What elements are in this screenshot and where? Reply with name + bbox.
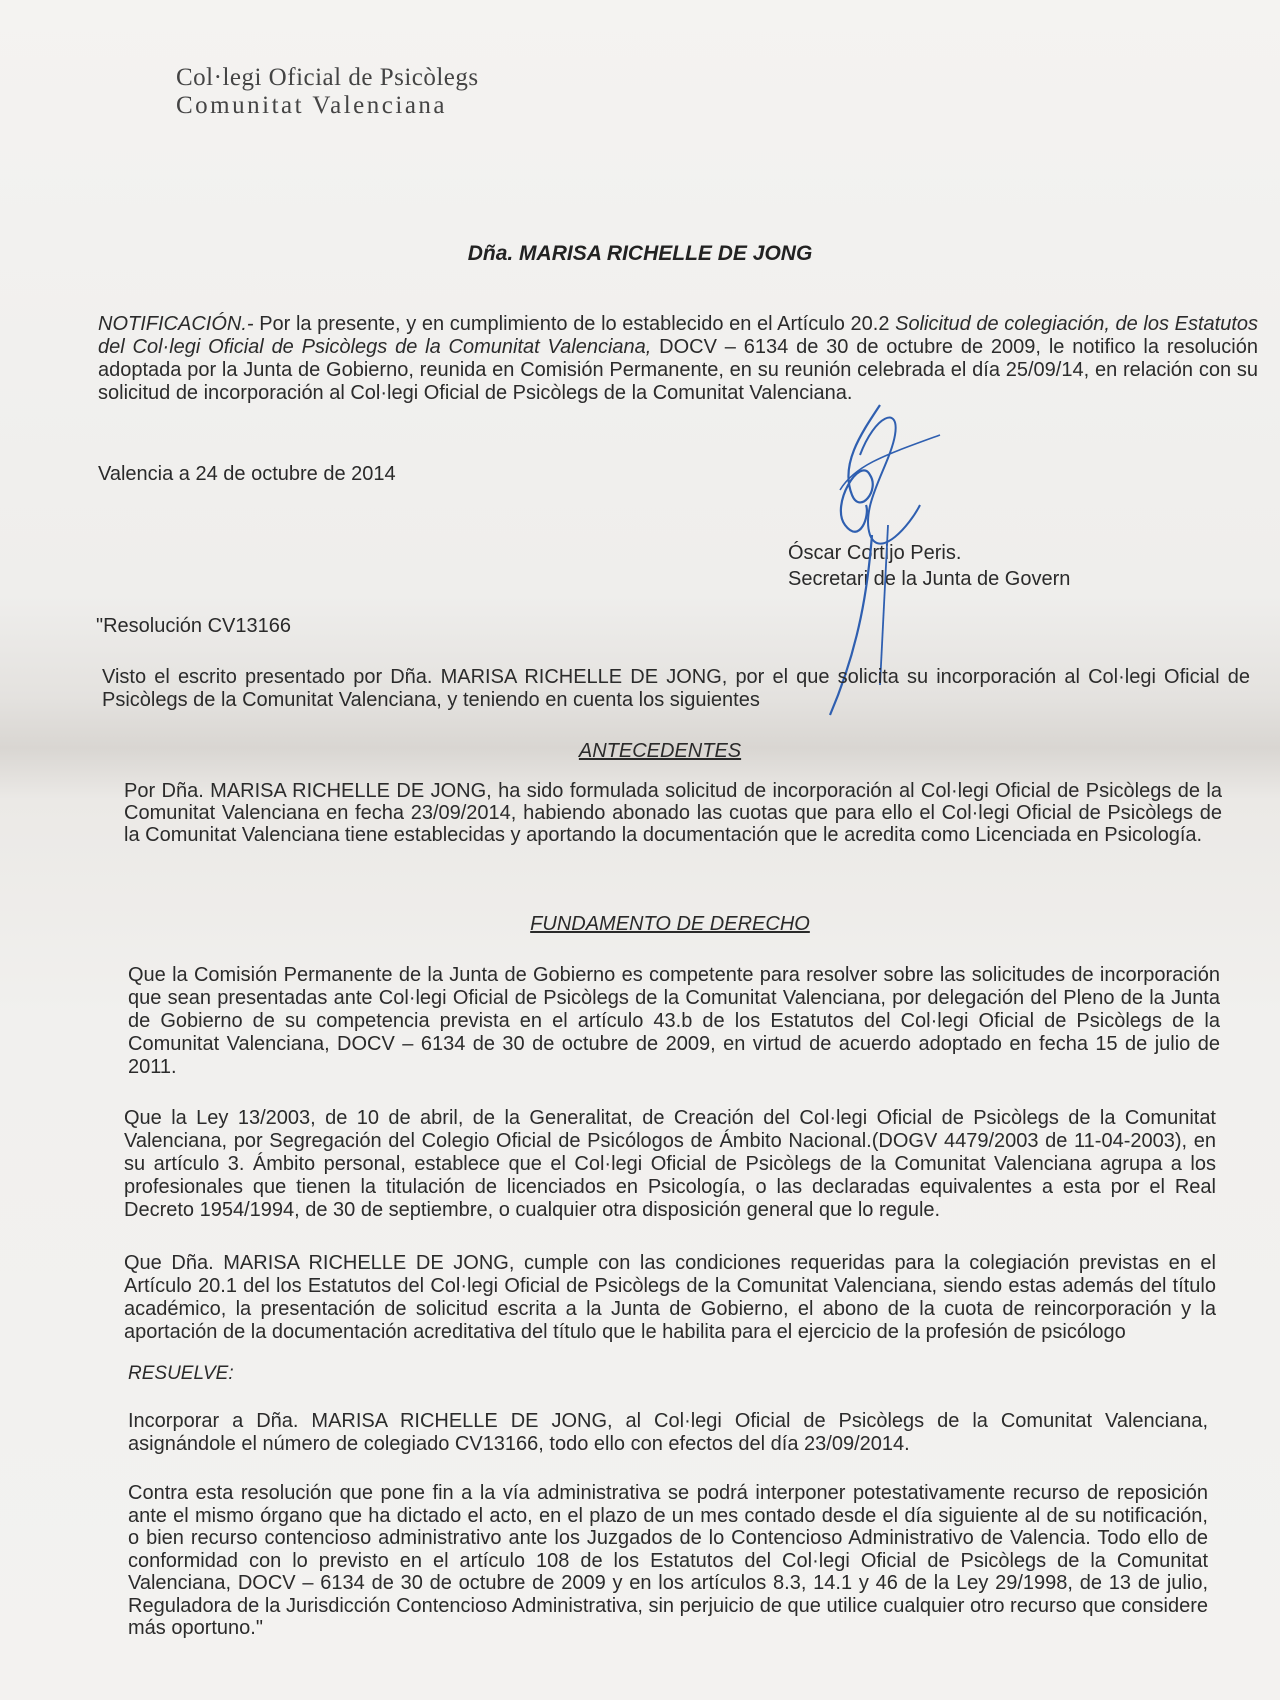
letterhead-line1: Col·legi Oficial de Psicòlegs [176,64,479,91]
notification-text-2: DOCV – 6134 de 30 de octubre de 2009, le notifico la resolución adoptada por la Junta de Gobierno, reunida en Comisión Permanente, en su reunión celebrada el día 25/09/14, en relación con su solicitud de incorporación al Col·legi Oficial de Psicòlegs de la Comunitat Valenciana. [98,336,1258,404]
fundamento-heading: FUNDAMENTO DE DERECHO [530,913,810,935]
signer-role: Secretari de la Junta de Govern [788,568,1071,590]
notification-lead: NOTIFICACIÓN.- [98,313,254,335]
resuelve-paragraph-1: Incorporar a Dña. MARISA RICHELLE DE JONG, al Col·legi Oficial de Psicòlegs de la Comunitat Valenciana, asignándole el número de colegiado CV13166, todo ello con efectos del día 23/09/2014. [128,1410,1208,1455]
fundamento-paragraph-3: Que Dña. MARISA RICHELLE DE JONG, cumple con las condiciones requeridas para la colegiación previstas en el Artículo 20.1 del los Estatutos del Col·legi Oficial de Psicòlegs de la Comunitat Valenciana, siendo estas además del título académico, la presentación de solicitud escrita a la Junta de Gobierno, el abono de la cuota de reincorporación y la aportación de la documentación acreditativa del título que le habilita para el ejercicio de la profesión de psicólogo [124,1252,1216,1343]
fundamento-paragraph-1: Que la Comisión Permanente de la Junta de Gobierno es competente para resolver sobre las solicitudes de incorporación que sean presentadas ante Col·legi Oficial de Psicòlegs de la Comunitat Valenciana, por delegación del Pleno de la Junta de Gobierno de su competencia prevista en el artículo 43.b de los Estatutos del Col·legi Oficial de Psicòlegs de la Comunitat Valenciana, DOCV – 6134 de 30 de octubre de 2009, en virtud de acuerdo adoptado en fecha 15 de julio de 2011. [128,964,1220,1078]
visto-paragraph: Visto el escrito presentado por Dña. MARISA RICHELLE DE JONG, por el que solicita su incorporación al Col·legi Oficial de Psicòlegs de la Comunitat Valenciana, y teniendo en cuenta los siguientes [102,666,1250,711]
date-line: Valencia a 24 de octubre de 2014 [98,463,396,485]
resolution-number: "Resolución CV13166 [96,615,291,637]
antecedentes-paragraph: Por Dña. MARISA RICHELLE DE JONG, ha sido formulada solicitud de incorporación al Col·legi Oficial de Psicòlegs de la Comunitat Valenciana en fecha 23/09/2014, habiendo abonado las cuotas que para ello el Col·legi Oficial de Psicòlegs de la Comunitat Valenciana tiene establecidas y aportando la documentación que le acredita como Licenciada en Psicología. [124,780,1222,846]
antecedentes-heading: ANTECEDENTES [578,740,742,762]
fundamento-paragraph-2: Que la Ley 13/2003, de 10 de abril, de la Generalitat, de Creación del Col·legi Oficial de Psicòlegs de la Comunitat Valenciana, por Segregación del Colegio Oficial de Psicólogos de Ámbito Nacional.(DOGV 4479/2003 de 11-04-2003), en su artículo 3. Ámbito personal, establece que el Col·legi Oficial de Psicòlegs de la Comunitat Valenciana agrupa a los profesionales que tienen la titulación de licenciados en Psicología, o las declaradas equivalentes a esta por el Real Decreto 1954/1994, de 30 de septiembre, o cualquier otra disposición general que lo regule. [124,1107,1216,1221]
letterhead [176,64,479,120]
notification-italic: Solicitud de colegiación, de los Estatutos del Col·legi Oficial de Psicòlegs de la Comunitat Valenciana, [98,313,1258,358]
resuelve-paragraph-2: Contra esta resolución que pone fin a la vía administrativa se podrá interponer potestativamente recurso de reposición ante el mismo órgano que ha dictado el acto, en el plazo de un mes contado desde el día siguiente al de su notificación, o bien recurso contencioso administrativo ante los Juzgados de lo Contencioso Administrativo de Valencia. Todo ello de conformidad con lo previsto en el artículo 108 de los Estatutos del Col·legi Oficial de Psicòlegs de la Comunitat Valenciana, DOCV – 6134 de 30 de octubre de 2009 y en los artículos 8.3, 14.1 y 46 de la Ley 29/1998, de 13 de julio, Reguladora de la Jurisdicción Contencioso Administrativa, sin perjuicio de que utilice cualquier otro recurso que considere más oportuno." [128,1482,1208,1639]
notification-text-1: Por la presente, y en cumplimiento de lo establecido en el Artículo 20.2 [253,313,896,335]
signer-name: Óscar Cortijo Peris. [788,542,962,564]
addressee: Dña. MARISA RICHELLE DE JONG [467,242,813,265]
resuelve-label: RESUELVE: [128,1363,234,1384]
letterhead-line2: Comunitat Valenciana [176,92,448,119]
notification-paragraph [98,313,1258,405]
